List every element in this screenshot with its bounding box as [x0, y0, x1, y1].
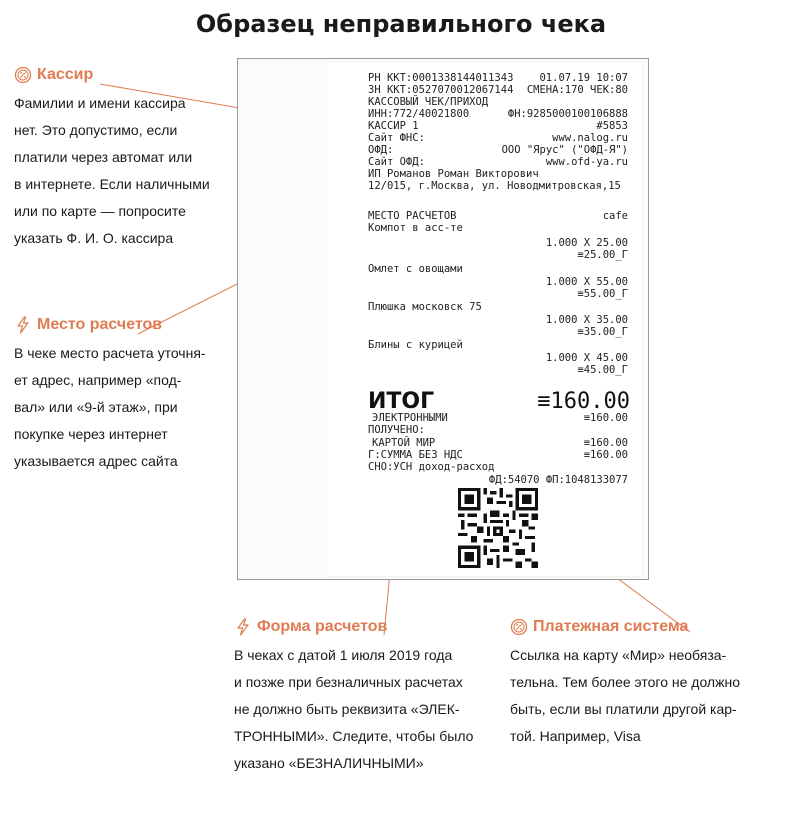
- receipt-shift: СМЕНА:170 ЧЕК:80: [526, 84, 628, 96]
- receipt-electronic-value: ≡160.00: [583, 412, 628, 424]
- annotation-heading: Платежная система: [533, 618, 689, 635]
- receipt-item-qty: 1.000 X 45.00: [545, 352, 628, 364]
- receipt-item-qty: 1.000 X 25.00: [545, 237, 628, 249]
- receipt-ofd-site: www.ofd-ya.ru: [545, 156, 628, 168]
- lightning-icon: [234, 618, 252, 636]
- receipt-place-label: МЕСТО РАСЧЕТОВ: [368, 210, 457, 222]
- receipt-item-sum: ≡45.00_Г: [577, 364, 628, 376]
- receipt-address: 12/015, г.Москва, ул. Новодмитровская,15: [368, 180, 621, 192]
- receipt-reg-number: РН ККТ:0001338144011343: [368, 72, 514, 84]
- annotation-heading: Кассир: [37, 66, 94, 83]
- receipt-card-value: ≡160.00: [583, 437, 628, 449]
- receipt-electronic-label: ЭЛЕКТРОННЫМИ: [372, 412, 448, 424]
- receipt-type: КАССОВЫЙ ЧЕК/ПРИХОД: [368, 96, 489, 108]
- receipt-nds-value: ≡160.00: [583, 449, 628, 461]
- qr-code-icon: [458, 488, 538, 568]
- receipt-seller: ИП Романов Роман Викторович: [368, 168, 539, 180]
- receipt-sno: СНО:УСН доход-расход: [368, 461, 495, 473]
- receipt-total-value: ≡160.00: [537, 389, 630, 414]
- receipt-item-qty: 1.000 X 55.00: [545, 276, 628, 288]
- annotation-payment-system: [510, 618, 770, 750]
- receipt-item-name: Омлет с овощами: [368, 263, 463, 275]
- receipt-card-label: КАРТОЙ МИР: [372, 437, 436, 449]
- page-title: Образец неправильного чека: [195, 10, 607, 38]
- receipt-received-label: ПОЛУЧЕНО:: [368, 424, 425, 436]
- receipt-item-sum: ≡25.00_Г: [577, 249, 628, 261]
- annotation-heading: Место расчетов: [37, 316, 163, 333]
- receipt-nds-label: Г:СУММА БЕЗ НДС: [368, 449, 463, 461]
- receipt-datetime: 01.07.19 10:07: [539, 72, 628, 84]
- receipt-item-sum: ≡55.00_Г: [577, 288, 628, 300]
- annotation-text: В чеке место расчета уточня- ет адрес, например «под- вал» или «9-й этаж», при покупке через интернет указывается адрес сайта: [14, 345, 206, 469]
- lightning-icon: [14, 316, 32, 334]
- receipt-item-sum: ≡35.00_Г: [577, 326, 628, 338]
- receipt-serial-number: ЗН ККТ:0527070012067144: [368, 84, 514, 96]
- receipt-item-name: Блины с курицей: [368, 339, 463, 351]
- receipt-cashier-number: #5853: [596, 120, 628, 132]
- annotation-heading: Форма расчетов: [257, 618, 388, 635]
- receipt-fd: ФД:54070 ФП:1048133077: [488, 474, 628, 486]
- receipt-inn: ИНН:772/40021800: [368, 108, 470, 120]
- receipt-ofd-label: ОФД:: [368, 144, 394, 156]
- receipt-place-value: cafe: [602, 210, 628, 222]
- receipt-item-name: Компот в асс-те: [368, 222, 463, 234]
- receipt-ofd-site-label: Сайт ОФД:: [368, 156, 425, 168]
- annotation-payment-form: [234, 618, 494, 777]
- annotation-cashier: [14, 66, 224, 252]
- receipt-cashier: КАССИР 1: [368, 120, 419, 132]
- percent-coin-icon: [510, 618, 528, 636]
- annotation-text: В чеках с датой 1 июля 2019 года и позже при безналичных расчетах не должно быть реквизита «ЭЛЕК- ТРОННЫМИ». Следите, чтобы было указано «БЕЗНАЛИЧНЫМИ»: [234, 647, 474, 771]
- receipt-total-label: ИТОГ: [368, 389, 435, 414]
- annotation-text: Фамилии и имени кассира нет. Это допустимо, если платили через автомат или в интернете. Если наличными или по карте — попросите указать Ф. И. О. кассира: [14, 95, 210, 246]
- receipt-fn: ФН:9285000100106888: [507, 108, 628, 120]
- receipt-fns-label: Сайт ФНС:: [368, 132, 425, 144]
- receipt-item-qty: 1.000 X 35.00: [545, 314, 628, 326]
- receipt-item-name: Плюшка московск 75: [368, 301, 482, 313]
- receipt-fns-site: www.nalog.ru: [552, 132, 628, 144]
- receipt-ofd-name: ООО "Ярус" ("ОФД-Я"): [501, 144, 628, 156]
- annotation-text: Ссылка на карту «Мир» необяза- тельна. Тем более этого не должно быть, если вы платили другой кар- той. Например, Visa: [510, 647, 740, 744]
- annotation-place: [14, 316, 224, 475]
- percent-coin-icon: [14, 66, 32, 84]
